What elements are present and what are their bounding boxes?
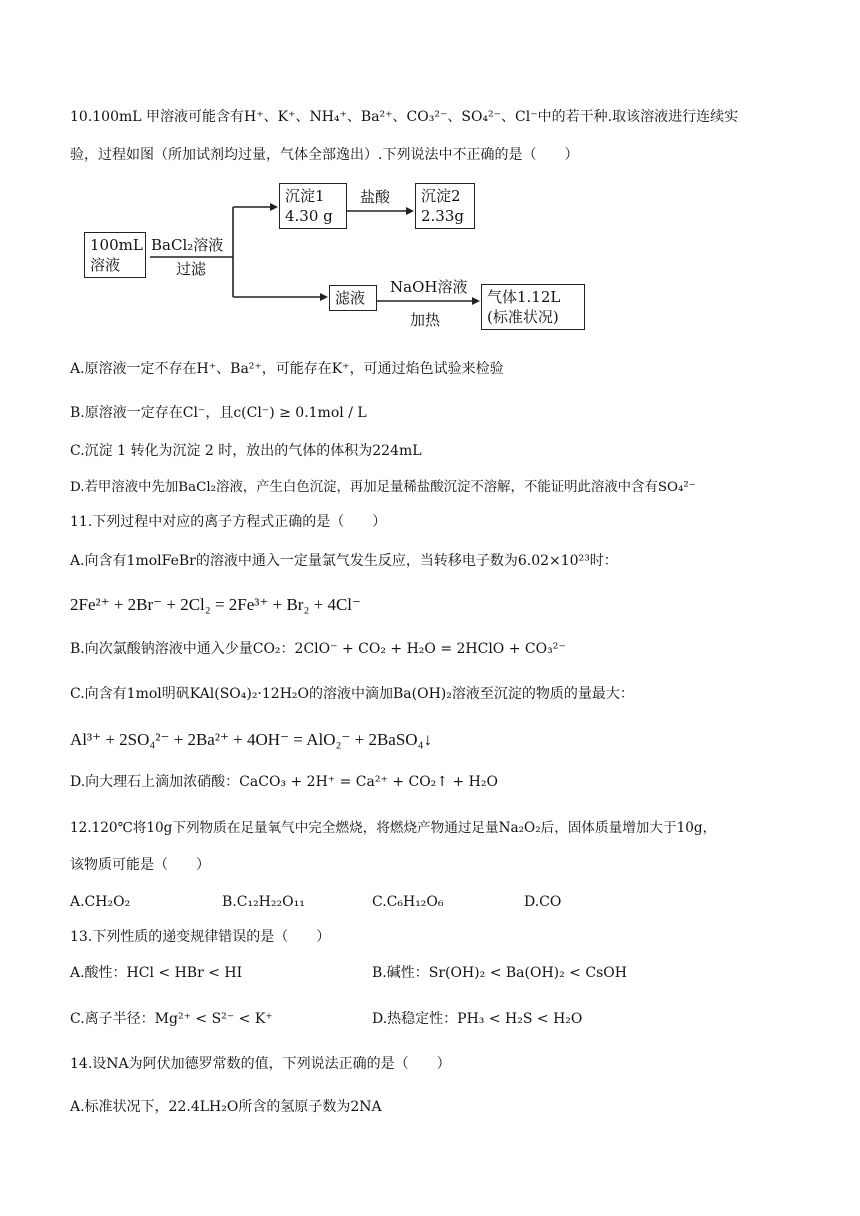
q13-option-a: A.酸性：HCl < HBr < HI	[70, 965, 243, 981]
q11-option-d: D.向大理石上滴加浓硝酸：CaCO₃ + 2H⁺ = Ca²⁺ + CO₂↑ + H₂O	[70, 774, 498, 790]
q13-option-c: C.离子半径：Mg²⁺ < S²⁻ < K⁺	[70, 1011, 273, 1027]
start-volume: 100mL	[90, 236, 143, 254]
q11-equation-a: 2Fe²⁺ + 2Br⁻ + 2Cl₂ = 2Fe³⁺ + Br₂ + 4Cl⁻	[70, 595, 362, 614]
reagent3-name: NaOH溶液	[390, 278, 468, 296]
q12-option-c: C.C₆H₁₂O₆	[372, 894, 444, 910]
q11-option-c: C.向含有1mol明矾KAl(SO₄)₂·12H₂O的溶液中滴加Ba(OH)₂溶液至沉淀的物质的量最大：	[70, 686, 634, 702]
q11-equation-c: Al³⁺ + 2SO₄²⁻ + 2Ba²⁺ + 4OH⁻ = AlO₂⁻ + 2BaSO₄↓	[70, 730, 432, 749]
q10-option-a: A.原溶液一定不存在H⁺、Ba²⁺，可能存在K⁺，可通过焰色试验来检验	[70, 361, 504, 377]
q14-option-a: A.标准状况下，22.4LH₂O所含的氢原子数为2NA	[70, 1099, 382, 1115]
reagent2-name: 盐酸	[360, 188, 391, 206]
precipitate2-mass: 2.33g	[421, 207, 465, 225]
precipitate1-mass: 4.30 g	[285, 207, 333, 225]
reagent3-step: 加热	[410, 311, 441, 329]
q14-stem: 14.设NA为阿伏加德罗常数的值，下列说法正确的是（ ）	[70, 1056, 451, 1072]
q12-stem-line1: 12.120℃将10g下列物质在足量氧气中完全燃烧，将燃烧产物通过足量Na₂O₂后，固体质量增加大于10g，	[70, 820, 717, 836]
filtrate-box	[329, 285, 377, 311]
q11-option-b: B.向次氯酸钠溶液中通入少量CO₂：2ClO⁻ + CO₂ + H₂O = 2HClO + CO₃²⁻	[70, 641, 566, 657]
q12-option-b: B.C₁₂H₂₂O₁₁	[222, 894, 305, 910]
q10-stem-line1: 10.100mL 甲溶液可能含有H⁺、K⁺、NH₄⁺、Ba²⁺、CO₃²⁻、SO₄²⁻、Cl⁻中的若干种.取该溶液进行连续实	[70, 109, 739, 125]
q13-option-d: D.热稳定性：PH₃ < H₂S < H₂O	[372, 1011, 583, 1027]
precipitate1-label: 沉淀1	[285, 187, 325, 205]
q12-stem-line2: 该物质可能是（ ）	[70, 857, 210, 873]
q13-stem: 13.下列性质的递变规律错误的是（ ）	[70, 929, 331, 945]
precipitate2-label: 沉淀2	[421, 187, 461, 205]
q10-option-d: D.若甲溶液中先加BaCl₂溶液，产生白色沉淀，再加足量稀盐酸沉淀不溶解，不能证明此溶液中含有SO₄²⁻	[70, 480, 696, 495]
q10-option-b: B.原溶液一定存在Cl⁻，且c(Cl⁻) ≥ 0.1mol / L	[70, 405, 367, 421]
gas-box	[481, 284, 585, 330]
q13-option-b: B.碱性：Sr(OH)₂ < Ba(OH)₂ < CsOH	[372, 965, 627, 981]
start-label: 溶液	[90, 256, 121, 274]
q12-option-d: D.CO	[524, 894, 562, 910]
q10-option-c: C.沉淀 1 转化为沉淀 2 时，放出的气体的体积为224mL	[70, 443, 422, 459]
precipitate2-box	[415, 183, 475, 229]
q10-stem-line2: 验，过程如图（所加试剂均过量，气体全部逸出）.下列说法中不正确的是（ ）	[70, 147, 579, 163]
q11-stem: 11.下列过程中对应的离子方程式正确的是（ ）	[70, 514, 387, 530]
gas-volume: 气体1.12L	[487, 288, 561, 306]
reagent1-step: 过滤	[176, 260, 207, 278]
precipitate1-box	[279, 183, 347, 229]
reagent1-name: BaCl₂溶液	[151, 236, 224, 254]
gas-condition: (标准状况)	[487, 308, 559, 326]
q12-option-a: A.CH₂O₂	[70, 894, 131, 910]
filtrate-label: 滤液	[335, 289, 366, 307]
start-solution-box	[84, 232, 146, 278]
q11-option-a: A.向含有1molFeBr的溶液中通入一定量氯气发生反应，当转移电子数为6.02×10²³时：	[70, 553, 618, 569]
